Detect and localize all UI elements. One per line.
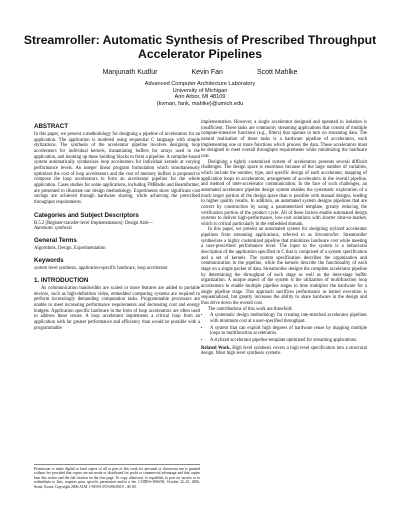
copyright-footnote: Permission to make digital or hard copies of all or part of this work for personal or classroom use is granted without fee provided that copies are not made or distributed for profit or commercial advantage and that copies bear this notice and the full citation on the first page. To copy otherwise, to republish, to post on servers or to redistribute to lists, requires prior specific permission and/or a fee. CODES+ISSS'06, October 22–25, 2006, Seoul, Korea. Copyright 2006 ACM 1-59593-370-0/06/0010 ...$5.00. [34, 464, 200, 489]
general-terms-heading: General Terms [34, 236, 77, 244]
right-column [201, 120, 367, 357]
related-work-paragraph [201, 346, 367, 357]
introduction-heading: 1. INTRODUCTION [34, 277, 89, 285]
contributions-intro: The contributions of this work are threefold: [208, 306, 293, 312]
abstract-heading: ABSTRACT [34, 123, 69, 130]
author-name: Kevin Fan [191, 69, 223, 76]
body-text: In this paper, we present an automated system for designing stylized accelerator pipelines from streaming applications, referred to as [201, 227, 367, 239]
paper-title: Streamroller: Automatic Synthesis of Prescribed Throughput Accelerator Pipelines [23, 33, 377, 61]
categories-subject: Automatic synthesis [34, 226, 72, 232]
categories-descriptor: B.5.2 [Register-transfer-level Implementation]: Design Aids— [34, 220, 154, 226]
body-text: . Streamroller synthesizes a highly customized pipeline that minimizes hardware cost while meeting a user-prescribed performance level. The input to the system is a behavioral description of the application specified in C that is comprised of a system specification and a set of kernels. The system specification describes the organization and communication in the pipeline, while the kernels describe the functionality of each stage on a single packet of data. Streamroller designs the complete accelerator pipeline by determining the throughput of each stage as well as the inter-stage buffer organization. A unique aspect of the system is the utilization of multifunction loop accelerators to enable multiple pipeline stages to time multiplex the hardware for a single pipeline stage. This approach sacrifices performance as kernel execution is sequentialized, but greatly increases the ability to share hardware in the design and thus drive down the overall cost. [201, 233, 367, 306]
author-name: Scott Mahlke [256, 69, 298, 76]
keywords-heading: Keywords [34, 256, 64, 264]
affiliation-emails: {kvman, fank, mahlke}@umich.edu [156, 100, 244, 107]
keywords-text: system level synthesis, application-specific hardware, loop accelerator [34, 265, 168, 271]
body-text: High level synthesis covers a high level specification into a structural design. Most high level synthesis systems [201, 345, 367, 357]
author-name: Manjunath Kudlur [102, 69, 158, 76]
affiliation-lab: Advanced Computer Architecture Laboratory [144, 81, 256, 87]
left-column [34, 120, 200, 331]
categories-heading: Categories and Subject Descriptors [34, 211, 139, 219]
body-paragraph: Designing a tightly customized system of accelerators presents several difficult challenges. The design space is enormous because of the large number of variables, which include the number, type, and specific design of each accelerator, mapping of application loops to accelerators, arrangement of accelerators in the overall pipeline, and method of inter-accelerator communication. In the face of such challenges, an automated accelerator pipeline design system enables the systematic exploration of a much larger portion of the design space than is possible with manual designs, leading to higher quality results. In addition, an automated system designs pipelines that are correct by construction by using a parameterized template, greatly reducing the verification portion of the product cycle. All of these factors enable automated design systems to deliver high-performance, low-cost solutions with shorter time-to-market, which is critical particularly in the embedded domain. [201, 159, 367, 227]
contributions-list [201, 313, 367, 343]
system-name: Streamroller [314, 233, 339, 239]
author-list [40, 69, 360, 76]
list-item: • A stylized accelerator pipeline template optimized for streaming applications. [210, 338, 367, 344]
list-item: • A systematic design methodology for creating rate-matched accelerator pipelines with minimum cost at a user-specified throughput. [210, 313, 367, 324]
affiliation-address: Ann Arbor, MI 48109 [174, 94, 226, 101]
related-work-label: Related Work. [201, 345, 231, 351]
introduction-paragraph: As communication bandwidths are scaled or more features are added to portable devices, such as high-definition video, embedded computing systems are required to perform increasingly demanding computation tasks. Programmable processors are unable to meet increasing performance requirements and decreasing cost and energy budgets. Application specific hardware in the form of loop accelerators are often used to address these issues. A loop accelerator implements a critical loop from an application with far greater performance and efficiency than would be possible with a programmable [34, 286, 200, 331]
body-paragraph [201, 227, 367, 306]
affiliation-university: University of Michigan [172, 87, 228, 94]
body-paragraph: implementation. However, a single accelerator designed and operated in isolation is insufficient. These tasks are commonly streaming applications that consist of multiple compute-intensive functions (e.g., filters) that operate in turn on streaming data. The natural realization of these tasks is a hardware pipeline of accelerators, each implementing one or more functions which process the data. These accelerators must be designed to meet overall throughput requirements while minimizing the hardware cost. [201, 120, 367, 159]
general-terms-text: Algorithms, Design, Experimentation [34, 245, 106, 251]
list-item: • A system that can exploit high degrees of hardware reuse by mapping multiple loops to multifunction accelerators. [210, 326, 367, 337]
abstract-text: In this paper, we present a methodology for designing a pipeline of accelerators for an application. The application is modeled using sequential C language with simple stylizations. The synthesis of the accelerator pipeline involves designing loop accelerators for individual kernels, instantiating buffers for arrays used in the application, and hooking up these building blocks to form a pipeline. A compiler-based system automatically synthesizes loop accelerators for individual kernels at varying performance levels. An integer linear program formulation which simultaneously optimizes the cost of loop accelerators and the cost of memory buffers is proposed to compose the loop accelerators to form an accelerator pipeline for the whole application. Cases studies for some applications, including FMRadio and Beamformer, are presented to illustrate our design methodology. Experiments show significant cost savings are achieved through hardware sharing, while achieving the prescribed throughput requirements. [34, 132, 200, 205]
categories-text [34, 221, 200, 232]
affiliation-block [60, 81, 340, 107]
